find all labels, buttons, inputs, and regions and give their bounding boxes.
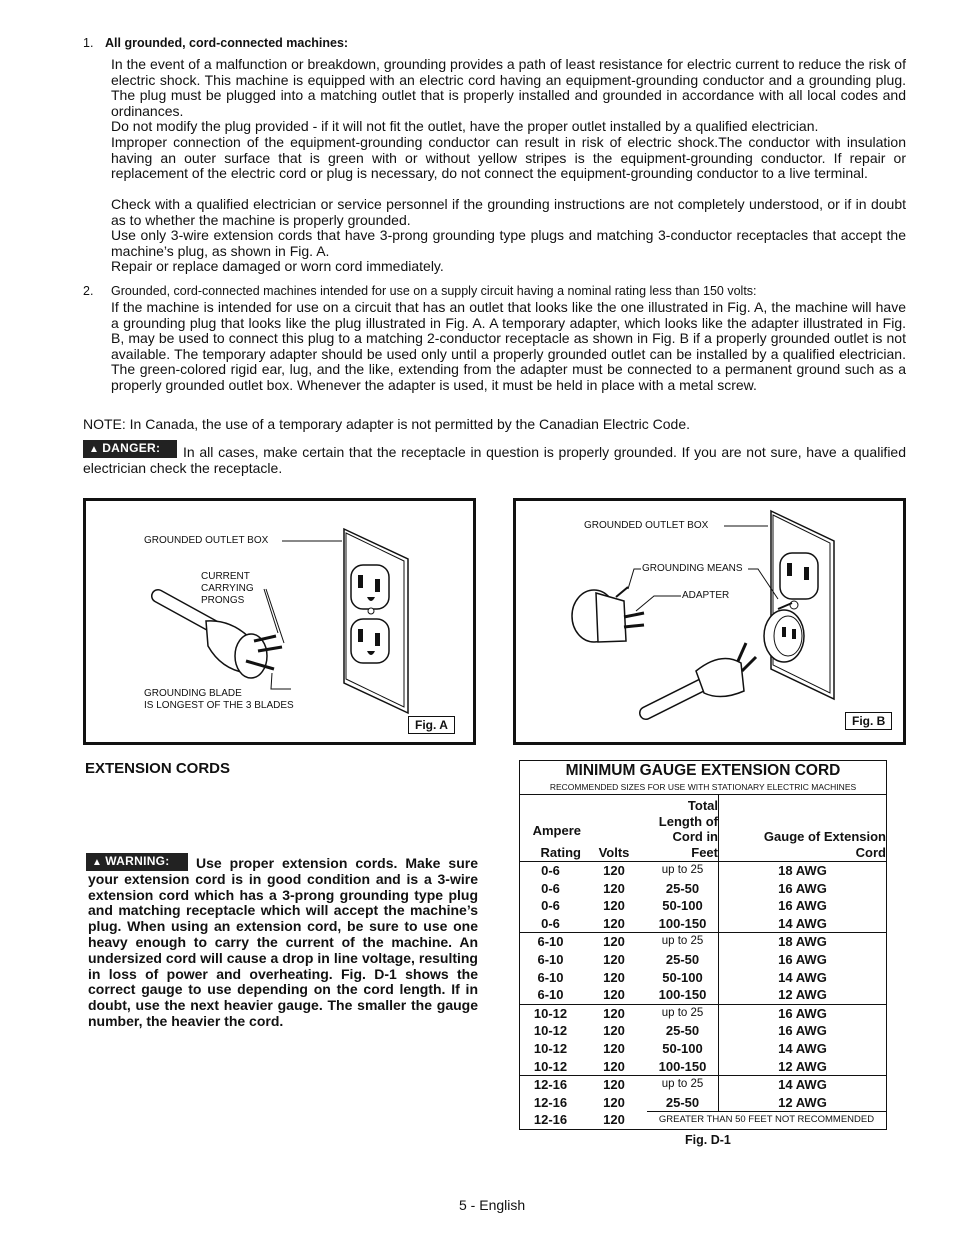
table-cell: 25-50 (647, 880, 719, 898)
paragraph-malfunction: In the event of a malfunction or breakdown, grounding provides a path of least resistance for electric current to reduce the risk of electric shock. This machine is equipped with an electric cord having an equipment-grounding conductor and a grounding plug. The plug must be plugged into a matching outlet that is properly installed and grounded in accordance with all local codes and ordinances. (111, 56, 906, 119)
table-cell: 16 AWG (778, 1005, 827, 1021)
table-cell: up to 25 (647, 1005, 719, 1023)
table-cell: 120 (603, 1005, 625, 1021)
warning-badge: ▲ WARNING: (86, 853, 188, 871)
table-cell: 0-6 (541, 863, 560, 878)
extension-cords-title: EXTENSION CORDS (85, 760, 231, 777)
item-heading-2: Grounded, cord-connected machines intended for use on a supply circuit having a nominal rating less than 150 volts: (111, 284, 757, 298)
table-cell: 6-10 (537, 987, 564, 1003)
item-number-1: 1. (83, 36, 94, 50)
table-cell: 120 (603, 1094, 625, 1110)
table-cell: 12-16 (533, 1094, 568, 1110)
table-cell: 25-50 (647, 1094, 719, 1112)
table-row (520, 1058, 886, 1076)
paragraph-temporary-adapter: If the machine is intended for use on a circuit that has an outlet that looks like the one illustrated in Fig. A, the machine will have a grounding plug that looks like the plug illustrated in Fig. A. A temporary adapter, which looks like the adapter illustrated in Fig. B, may be used to connect this plug to a matching 2-conductor receptacle as shown in Fig. B if a properly grounded outlet is not available. The temporary adapter should be used only until a properly grounded outlet can be installed by a qualified electrician. The green-colored rigid ear, lug, and the like, extending from the adapter must be connected to a permanent ground such as a properly grounded outlet box. Whenever the adapter is used, it must be held in place with a metal screw. (111, 299, 906, 393)
table-cell: 10-12 (533, 1023, 568, 1039)
table-row (520, 862, 886, 880)
table-group (520, 1005, 886, 1076)
table-cell: 120 (603, 1040, 625, 1056)
fig-b-illustration (516, 501, 903, 742)
table-cell: 120 (603, 1112, 625, 1128)
table-cell: 120 (603, 951, 625, 967)
table-row (520, 1040, 886, 1058)
table-group (520, 862, 886, 933)
table-note-cell: GREATER THAN 50 FEET NOT RECOMMENDED (647, 1111, 886, 1129)
paragraph-modify-plug: Do not modify the plug provided - if it will not fit the outlet, have the proper outlet installed by a qualified electrician. (111, 118, 819, 134)
table-row (520, 951, 886, 969)
table-cell: 16 AWG (778, 898, 827, 914)
table-cell: 10-12 (533, 1058, 568, 1074)
fig-d1-caption: Fig. D-1 (685, 1133, 731, 1147)
table-cell: 120 (603, 1023, 625, 1039)
fig-a-caption: Fig. A (408, 716, 455, 734)
table-cell: up to 25 (647, 1076, 719, 1094)
table-cell: 14 AWG (778, 915, 827, 931)
table-cell: 25-50 (647, 1022, 719, 1040)
table-cell: 10-12 (533, 1040, 568, 1056)
header-gauge: Gauge of Extension Cord (763, 829, 886, 860)
table-cell: 0-6 (541, 915, 560, 931)
table-cell: 120 (603, 934, 625, 950)
item-number-2: 2. (83, 284, 94, 298)
table-cell: 16 AWG (778, 1023, 827, 1039)
table-cell: 14 AWG (778, 1040, 827, 1056)
table-cell: 12 AWG (778, 987, 827, 1003)
warning-triangle-icon: ▲ (92, 857, 103, 868)
danger-badge: ▲ DANGER: (83, 440, 177, 458)
table-group (520, 933, 886, 1004)
table-row (520, 880, 886, 898)
table-cell: 6-10 (537, 951, 564, 967)
table-row (520, 933, 886, 951)
table-row (520, 986, 886, 1004)
note-canada: NOTE: In Canada, the use of a temporary adapter is not permitted by the Canadian Electric Code. (83, 416, 690, 432)
table-cell: 0-6 (541, 880, 560, 896)
table-cell: 50-100 (647, 969, 719, 987)
table-cell: 12-16 (533, 1112, 568, 1128)
paragraph-check-electrician: Check with a qualified electrician or service personnel if the grounding instructions are not completely understood, or if in doubt as to whether the machine is properly grounded. (111, 196, 906, 228)
table-cell: 25-50 (647, 951, 719, 969)
table-cell: 18 AWG (778, 934, 827, 950)
table-row (520, 915, 886, 933)
paragraph-improper-connection: Improper connection of the equipment-grounding conductor can result in risk of electric shock.The conductor with insulation having an outer surface that is green with or without yellow stripes is the equipment-grounding conductor. If repair or replacement of the electric cord or plug is necessary, do not connect the equipment-grounding conductor to a live terminal. (111, 134, 906, 182)
figure-a (83, 498, 476, 745)
table-row (520, 969, 886, 987)
table-cell: 6-10 (537, 969, 564, 985)
label-current-3: PRONGS (201, 595, 245, 606)
table-cell: 12 AWG (778, 1058, 827, 1074)
table-cell: 120 (603, 898, 625, 914)
header-ampere-rating: Ampere Rating (532, 823, 581, 860)
label-grounded-outlet-box-a: GROUNDED OUTLET BOX (144, 535, 269, 546)
fig-b-caption: Fig. B (845, 712, 892, 730)
danger-text: In all cases, make certain that the receptacle in question is properly grounded. If you are not sure, have a qualified electrician check the receptacle. (83, 444, 906, 476)
table-title: MINIMUM GAUGE EXTENSION CORD (565, 762, 841, 779)
label-grounded-outlet-box-b: GROUNDED OUTLET BOX (584, 520, 709, 531)
table-cell: 100-150 (647, 986, 719, 1004)
paragraph-repair-cord: Repair or replace damaged or worn cord immediately. (111, 258, 444, 274)
table-cell: 120 (603, 969, 625, 985)
table-header (520, 795, 886, 862)
table-cell: 6-10 (537, 934, 564, 950)
table-cell: 120 (603, 1058, 625, 1074)
table-subtitle: RECOMMENDED SIZES FOR USE WITH STATIONARY ELECTRIC MACHINES (520, 780, 886, 795)
table-group (520, 1076, 886, 1129)
table-cell: 10-12 (533, 1005, 568, 1021)
table-row (520, 1094, 886, 1112)
table-cell: 120 (603, 915, 625, 931)
paragraph-use-3-wire: Use only 3-wire extension cords that have 3-prong grounding type plugs and matching 3-conductor receptacles that accept the machine’s plug, as shown in Fig. A. (111, 227, 906, 259)
table-cell: 120 (603, 1077, 625, 1093)
table-cell: 16 AWG (778, 880, 827, 896)
label-adapter: ADAPTER (682, 590, 730, 601)
page-footer: 5 - English (459, 1197, 526, 1213)
table-cell: 12 AWG (778, 1094, 827, 1110)
table-cell: 14 AWG (778, 1077, 827, 1093)
table-cell: 14 AWG (778, 969, 827, 985)
table-row (520, 1022, 886, 1040)
table-cell: 50-100 (647, 897, 719, 915)
table-row (520, 1111, 886, 1129)
table-cell: 50-100 (647, 1040, 719, 1058)
table-cell: 100-150 (647, 1058, 719, 1076)
table-cell: 0-6 (541, 898, 560, 914)
label-grounding-blade-1: GROUNDING BLADE (144, 688, 242, 699)
table-cell: up to 25 (647, 862, 719, 880)
table-cell: 120 (603, 863, 625, 878)
warning-text: Use proper extension cords. Make sure your extension cord is in good condition and is a 3-wire extension cord which has a 3-prong grounding type plug and matching receptacle which will accept the machine’s plug. When using an extension cord, be sure to use one heavy enough to carry the current of the machine. An undersized cord will cause a drop in line voltage, resulting in loss of power and overheating. Fig. D-1 shows the correct gauge to use depending on the cord length. If in doubt, use the next heavier gauge. The smaller the gauge number, the heavier the cord. (88, 855, 478, 1029)
table-cell: 100-150 (647, 915, 719, 933)
item-heading-1: All grounded, cord-connected machines: (105, 36, 349, 50)
figure-b (513, 498, 906, 745)
label-current-1: CURRENT (201, 571, 250, 582)
label-current-2: CARRYING (201, 583, 254, 594)
gauge-table (519, 760, 887, 1130)
table-cell: up to 25 (647, 933, 719, 951)
table-cell: 18 AWG (778, 863, 827, 878)
table-cell: 120 (603, 987, 625, 1003)
table-cell: 120 (603, 880, 625, 896)
table-cell: 16 AWG (778, 951, 827, 967)
table-row (520, 897, 886, 915)
warning-triangle-icon: ▲ (89, 444, 100, 455)
label-grounding-blade-2: IS LONGEST OF THE 3 BLADES (144, 700, 294, 711)
table-cell: 12-16 (533, 1077, 568, 1093)
header-length: Total Length of Cord in Feet (647, 795, 719, 861)
header-volts: Volts (598, 844, 630, 860)
table-body (520, 862, 886, 1129)
table-row (520, 1005, 886, 1023)
table-row (520, 1076, 886, 1094)
label-grounding-means: GROUNDING MEANS (642, 563, 743, 574)
